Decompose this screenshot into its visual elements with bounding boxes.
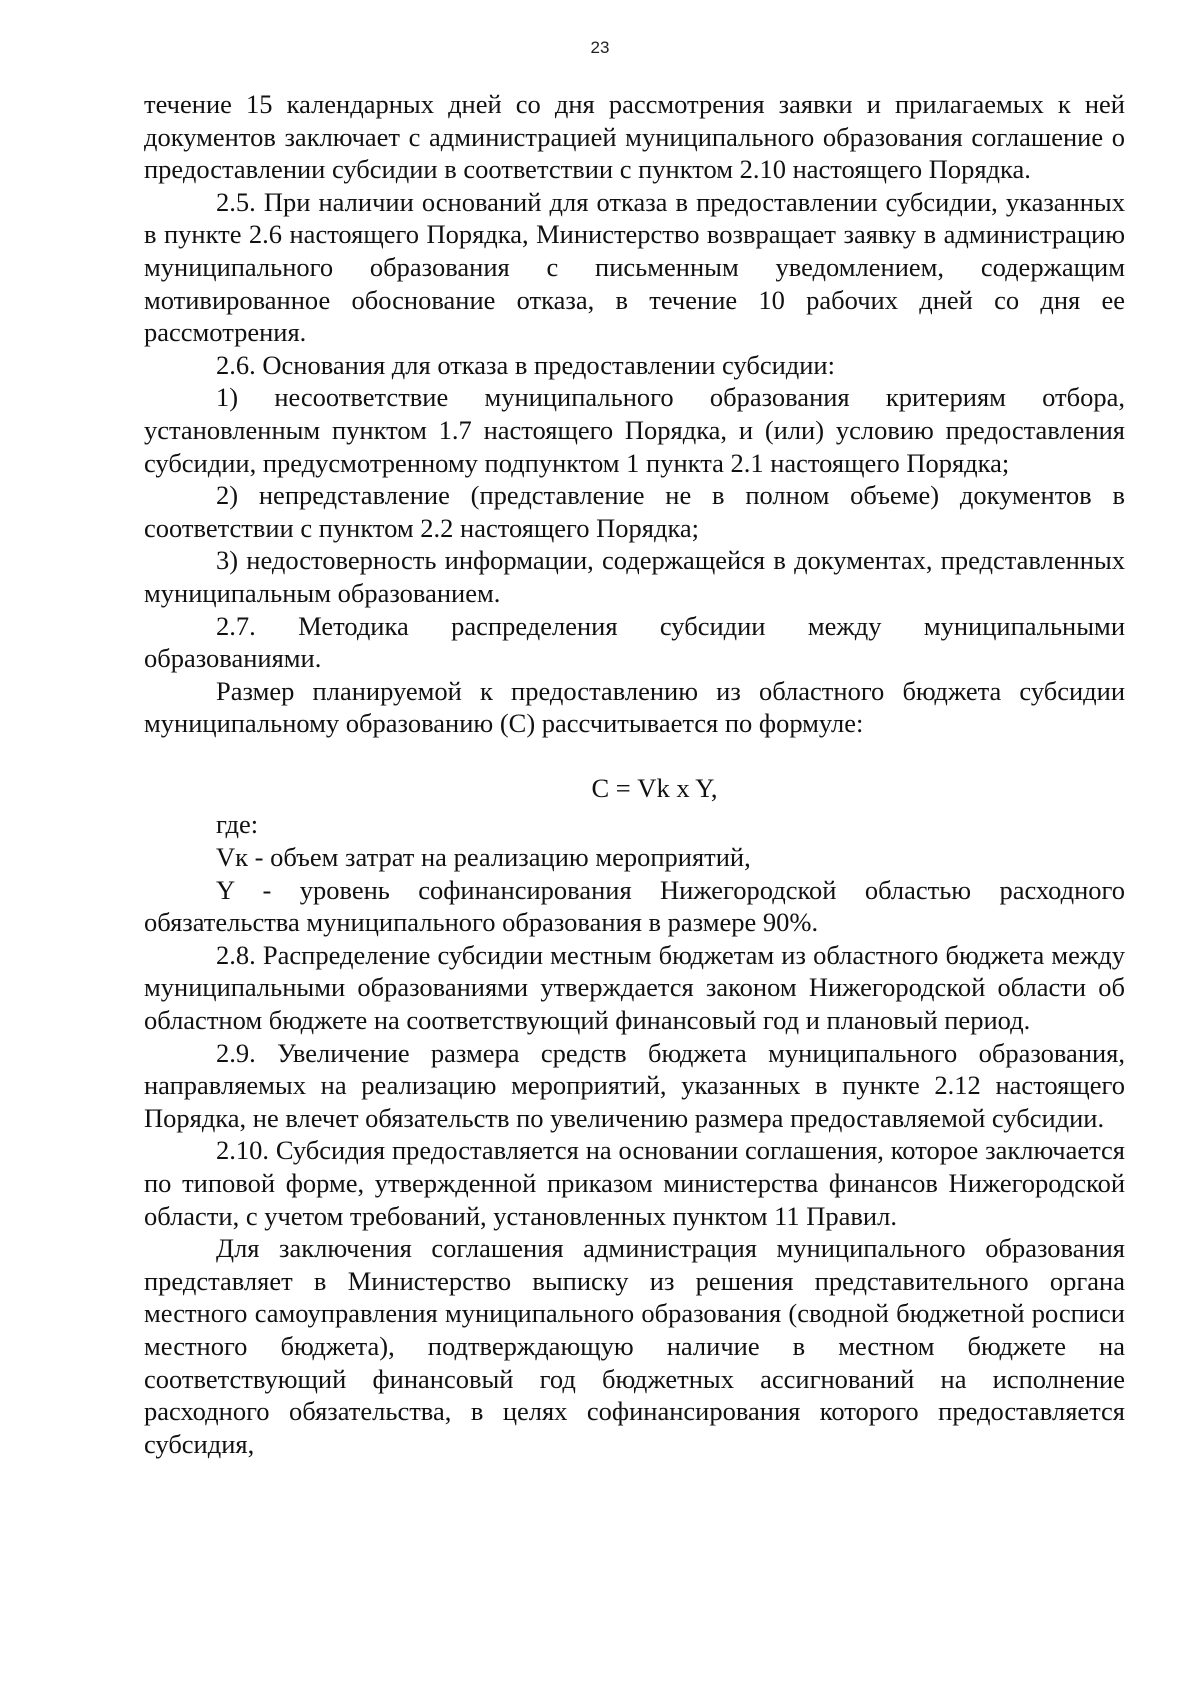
paragraph-continuation: течение 15 календарных дней со дня рассмотрения заявки и прилагаемых к ней документов заключает с администрацией муниципального образования соглашение о предоставлении субсидии в соответствии с пунктом 2.10 настоящего Порядка. [144,89,1125,185]
paragraph-agreement: Для заключения соглашения администрация муниципального образования представляет в Министерство выписку из решения представительного органа местного самоуправления муниципального образования (сводной бюджетной росписи местного бюджета), подтверждающую наличие в местном бюджете на соответствующий финансовый год бюджетных ассигнований на исполнение расходного обязательства, в целях софинансирования которого предоставляется субсидия, [144,1233,1125,1459]
list-item-1: 1) несоответствие муниципального образования критериям отбора, установленным пунктом 1.7 настоящего Порядка, и (или) условию предоставления субсидии, предусмотренному подпунктом 1 пункта 2.1 настоящего Порядка; [144,382,1125,478]
paragraph-2-9: 2.9. Увеличение размера средств бюджета муниципального образования, направляемых на реализацию мероприятий, указанных в пункте 2.12 настоящего Порядка, не влечет обязательств по увеличению размера предоставляемой субсидии. [144,1037,1125,1133]
formula: С = Vk x Y, [591,772,718,803]
page-number: 23 [590,38,610,57]
paragraph-formula-intro: Размер планируемой к предоставлению из областного бюджета субсидии муниципальному образованию (С) рассчитывается по формуле: [144,675,1125,739]
document-body [144,88,1125,1460]
formula-vk-definition: Vк - объем затрат на реализацию мероприятий, [216,842,751,873]
paragraph-2-8: 2.8. Распределение субсидии местным бюджетам из областного бюджета между муниципальными образованиями утверждается законом Нижегородской области об областном бюджете на соответствующий финансовый год и плановый период. [144,939,1125,1036]
paragraph-2-10: 2.10. Субсидия предоставляется на основании соглашения, которое заключается по типовой форме, утвержденной приказом министерства финансов Нижегородской области, с учетом требований, установленных пунктом 11 Правил. [144,1135,1125,1231]
list-item-3: 3) недостоверность информации, содержащейся в документах, представленных муниципальным образованием. [144,545,1125,608]
list-item-2: 2) непредставление (представление не в полном объеме) документов в соответствии с пунктом 2.2 настоящего Порядка; [144,480,1125,543]
paragraph-2-5: 2.5. При наличии оснований для отказа в предоставлении субсидии, указанных в пункте 2.6 настоящего Порядка, Министерство возвращает заявку в администрацию муниципального образования с письменным уведомлением, содержащим мотивированное обоснование отказа, в течение 10 рабочих дней со дня ее рассмотрения. [144,186,1125,348]
formula-y-definition: Y - уровень софинансирования Нижегородской областью расходного обязательства муниципального образования в размере 90%. [144,874,1125,938]
formula-where: где: [216,809,259,840]
paragraph-2-7: 2.7. Методика распределения субсидии между муниципальными образованиями. [144,610,1125,674]
paragraph-2-6: 2.6. Основания для отказа в предоставлении субсидии: [216,349,835,380]
